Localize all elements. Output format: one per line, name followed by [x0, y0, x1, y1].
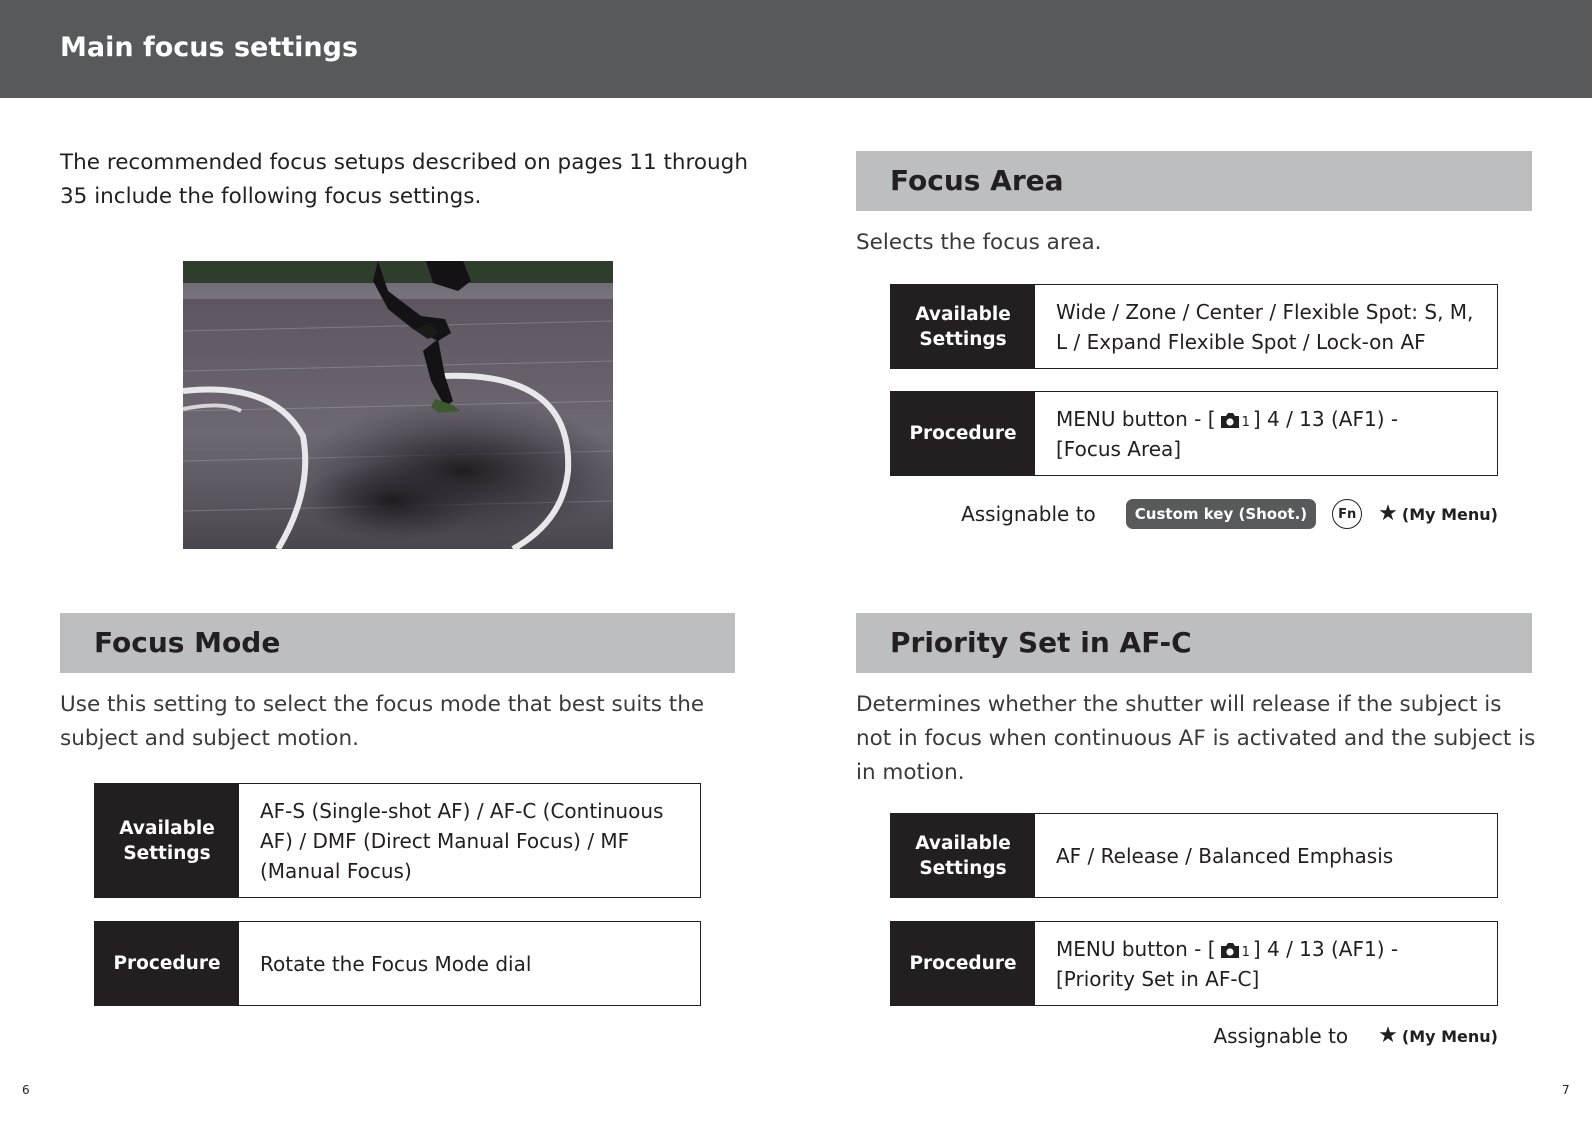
procedure-suffix: [Focus Area] [1056, 436, 1182, 461]
runner-photo-image [183, 261, 613, 549]
procedure-suffix: [Priority Set in AF-C] [1056, 966, 1260, 991]
runner-photo [183, 261, 613, 549]
available-settings-label: Available Settings [95, 784, 239, 897]
focus-mode-available-settings [94, 783, 701, 898]
priority-set-available-settings [890, 813, 1498, 898]
procedure-label: Procedure [891, 392, 1035, 475]
focus-area-procedure-value [1035, 392, 1497, 475]
section-focus-mode-title: Focus Mode [94, 626, 281, 659]
focus-area-procedure [890, 391, 1498, 476]
assignable-label: Assignable to [961, 502, 1096, 526]
procedure-label: Procedure [95, 922, 239, 1005]
my-menu-label: (My Menu) [1401, 504, 1498, 524]
section-focus-mode [60, 613, 735, 673]
focus-area-available-settings [890, 284, 1498, 369]
header-bar [0, 0, 1592, 98]
page-number-right: 7 [1562, 1083, 1570, 1097]
section-focus-area-title: Focus Area [890, 164, 1064, 197]
camera-tab-number: 1 [1241, 944, 1250, 960]
focus-mode-procedure-value: Rotate the Focus Mode dial [260, 951, 532, 976]
page-number-left: 6 [22, 1083, 30, 1097]
focus-mode-settings-value: AF-S (Single-shot AF) / AF-C (Continuous AF) / DMF (Direct Manual Focus) / MF (Manual Focus) [260, 798, 664, 883]
available-settings-label: Available Settings [891, 285, 1035, 368]
focus-area-description: Selects the focus area. [856, 230, 1102, 255]
camera-tab-number: 1 [1241, 414, 1250, 430]
procedure-prefix: MENU button - [ [1056, 406, 1216, 431]
my-menu-badge [1378, 503, 1498, 525]
available-settings-label: Available Settings [891, 814, 1035, 897]
focus-area-assignable [890, 497, 1498, 531]
procedure-label: Procedure [891, 922, 1035, 1005]
focus-area-settings-value: Wide / Zone / Center / Flexible Spot: S, M, L / Expand Flexible Spot / Lock-on AF [1056, 299, 1474, 354]
focus-mode-description: Use this setting to select the focus mode that best suits the subject and subject motion. [60, 692, 705, 751]
section-priority-set [856, 613, 1532, 673]
procedure-mid: ] 4 / 13 (AF1) - [1252, 406, 1399, 431]
focus-mode-procedure [94, 921, 701, 1006]
camera-icon [1219, 942, 1250, 959]
section-focus-area [856, 151, 1532, 211]
star-icon: ★ [1378, 1023, 1398, 1048]
page-title: Main focus settings [60, 32, 359, 63]
priority-set-settings-value: AF / Release / Balanced Emphasis [1056, 843, 1394, 868]
priority-set-assignable [890, 1019, 1498, 1053]
priority-set-description: Determines whether the shutter will release if the subject is not in focus when continuous AF is activated and the subject is in motion. [856, 692, 1536, 785]
fn-button-icon: Fn [1332, 499, 1362, 529]
intro-text: The recommended focus setups described on pages 11 through 35 include the following focus settings. [60, 150, 748, 209]
priority-set-procedure [890, 921, 1498, 1006]
star-icon: ★ [1378, 501, 1398, 526]
procedure-prefix: MENU button - [ [1056, 936, 1216, 961]
my-menu-badge [1378, 1025, 1498, 1047]
section-priority-set-title: Priority Set in AF-C [890, 626, 1192, 659]
camera-icon [1219, 412, 1250, 429]
procedure-mid: ] 4 / 13 (AF1) - [1252, 936, 1399, 961]
assignable-label: Assignable to [1213, 1024, 1349, 1048]
custom-key-badge: Custom key (Shoot.) [1126, 499, 1316, 529]
priority-set-procedure-value [1035, 922, 1497, 1005]
my-menu-label: (My Menu) [1401, 1026, 1498, 1046]
